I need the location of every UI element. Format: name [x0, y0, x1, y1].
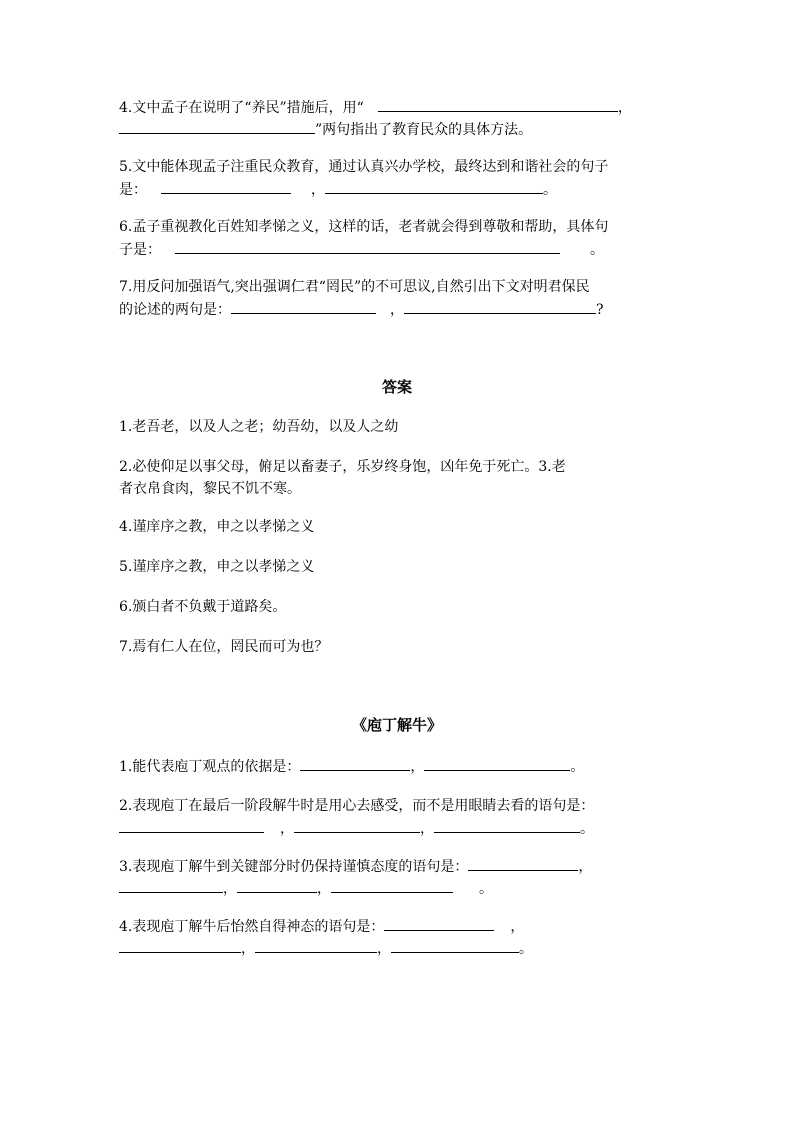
question-4-text: 4.文中孟子在说明了“养民”措施后，用“	[119, 100, 364, 116]
pao-ding-question-4-text: 4.表现庖丁解牛后怡然自得神态的语句是：	[119, 919, 385, 935]
pao-ding-question-3-text: 3.表现庖丁解牛到关键部分时仍保持谨慎态度的语句是：	[119, 859, 469, 875]
answer-blank[interactable]	[119, 877, 223, 893]
answer-blank[interactable]	[331, 877, 453, 893]
answer-1: 1.老吾老，以及人之老；幼吾幼，以及人之幼	[119, 419, 399, 435]
punctuation: ，	[510, 919, 525, 935]
answer-blank[interactable]	[378, 96, 618, 112]
punctuation: ，	[241, 941, 255, 957]
punctuation: ?	[596, 302, 604, 318]
pao-ding-question-1-text: 1.能代表庖丁观点的依据是：	[119, 759, 301, 775]
answer-blank[interactable]	[119, 118, 315, 134]
question-4-text-end: ”两句指出了教育民众的具体方法。	[315, 122, 533, 138]
punctuation: ，	[578, 859, 593, 875]
section-title: 《庖丁解牛》	[351, 716, 442, 734]
punctuation: 。	[580, 821, 594, 837]
punctuation: 。	[543, 182, 557, 198]
question-6-prompt: 子是：	[119, 242, 161, 258]
answer-blank[interactable]	[404, 298, 596, 314]
answer-2-line: 者衣帛食肉，黎民不饥不寒。	[119, 481, 301, 497]
pao-ding-question-4	[119, 915, 679, 959]
punctuation: ，	[377, 941, 391, 957]
answer-7: 7.焉有仁人在位，罔民而可为也？	[119, 639, 329, 655]
answer-blank[interactable]	[175, 238, 560, 254]
punctuation: ，	[617, 100, 632, 116]
answer-blank[interactable]	[424, 755, 570, 771]
punctuation: 。	[519, 941, 533, 957]
answer-5: 5.谨庠序之教，申之以孝悌之义	[119, 559, 315, 575]
punctuation: ，	[420, 821, 434, 837]
answer-2	[119, 456, 679, 500]
answer-blank[interactable]	[119, 817, 264, 833]
question-5-text: 5.文中能体现孟子注重民众教育，通过认真兴办学校，最终达到和谐社会的句子	[119, 159, 609, 175]
punctuation: ，	[390, 302, 404, 318]
question-6	[119, 216, 679, 260]
pao-ding-question-2	[119, 795, 679, 839]
answers-title: 答案	[381, 378, 412, 396]
answer-blank[interactable]	[237, 877, 317, 893]
answer-blank[interactable]	[384, 915, 494, 931]
answer-blank[interactable]	[434, 817, 580, 833]
punctuation: ，	[223, 881, 237, 897]
question-7	[119, 276, 679, 320]
answer-blank[interactable]	[119, 937, 241, 953]
pao-ding-question-1	[119, 755, 679, 777]
question-7-text: 7.用反问加强语气,突出强调仁君“罔民”的不可思议,自然引出下文对明君保民	[119, 279, 590, 295]
pao-ding-question-3	[119, 855, 679, 899]
punctuation: ，	[317, 881, 331, 897]
question-5-prompt: 是：	[119, 182, 147, 198]
answer-blank[interactable]	[391, 937, 519, 953]
pao-ding-question-2-text: 2.表现庖丁在最后一阶段解牛时是用心去感受，而不是用眼睛去看的语句是：	[119, 798, 595, 814]
punctuation: ，	[280, 821, 294, 837]
answer-blank[interactable]	[231, 298, 376, 314]
answer-blank[interactable]	[300, 755, 410, 771]
punctuation: ，	[311, 182, 325, 198]
answer-blank[interactable]	[255, 937, 377, 953]
punctuation: ，	[410, 759, 425, 775]
punctuation: 。	[570, 759, 585, 775]
question-7-prompt: 的论述的两句是：	[119, 302, 231, 318]
punctuation: 。	[479, 881, 493, 897]
answer-6: 6.颁白者不负戴于道路矣。	[119, 599, 287, 615]
answer-blank[interactable]	[161, 178, 291, 194]
answer-4: 4.谨庠序之教，申之以孝悌之义	[119, 519, 315, 535]
answer-blank[interactable]	[468, 855, 578, 871]
answer-2-line: 2.必使仰足以事父母，俯足以畜妻子，乐岁终身饱，凶年免于死亡。3.老	[119, 459, 566, 475]
question-4	[119, 96, 679, 140]
punctuation: 。	[590, 242, 604, 258]
question-5	[119, 156, 679, 200]
answer-blank[interactable]	[294, 817, 420, 833]
question-6-text: 6.孟子重视教化百姓知孝悌之义，这样的话，老者就会得到尊敬和帮助，具体句	[119, 219, 609, 235]
answer-blank[interactable]	[325, 178, 543, 194]
